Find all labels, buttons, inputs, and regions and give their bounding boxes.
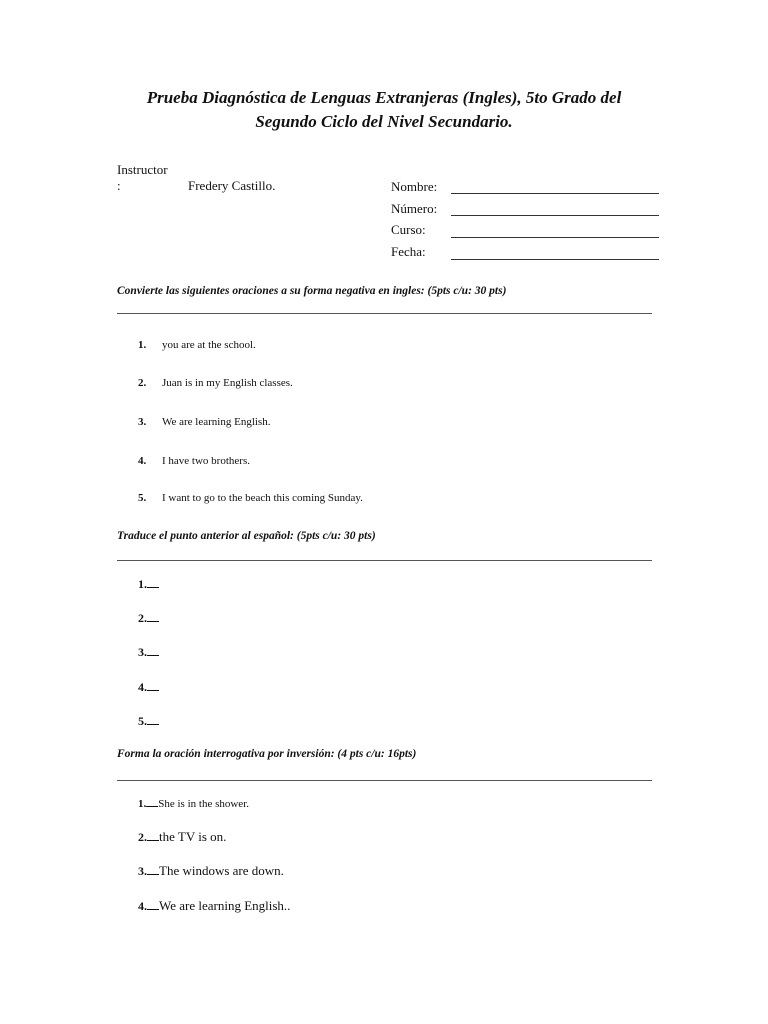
- section1-title: Convierte las siguientes oraciones a su forma negativa en ingles: (5pts c/u: 30 pts): [117, 285, 507, 297]
- blank-line[interactable]: [147, 830, 159, 841]
- curso-field[interactable]: [451, 237, 659, 238]
- list-item: [138, 898, 290, 914]
- item-text: We are learning English.: [162, 416, 271, 428]
- numero-field[interactable]: [451, 215, 659, 216]
- item-number: 1.: [138, 798, 147, 810]
- item-text: you are at the school.: [162, 339, 256, 351]
- fecha-field[interactable]: [451, 259, 659, 260]
- item-number: 3.: [138, 416, 147, 428]
- blank-line: [147, 680, 159, 691]
- item-number: 4.: [138, 899, 147, 913]
- blank-line: [147, 714, 159, 725]
- item-number: 3.: [138, 645, 147, 659]
- item-number: 5.: [138, 492, 147, 504]
- item-text: I have two brothers.: [162, 455, 250, 467]
- title-line-1: Prueba Diagnóstica de Lenguas Extranjeras (Ingles), 5to Grado del: [146, 88, 622, 107]
- answer-blank[interactable]: [138, 611, 159, 626]
- numero-label: Número:: [391, 201, 438, 216]
- answer-blank[interactable]: [138, 645, 159, 660]
- section1-divider: [117, 313, 652, 314]
- section3-divider: [117, 780, 652, 781]
- document-title: [0, 86, 768, 134]
- list-item: [138, 492, 363, 504]
- instructor-label: Instructor: [117, 162, 168, 177]
- instructor-name: Fredery Castillo.: [188, 178, 276, 193]
- item-number: 5.: [138, 714, 147, 728]
- title-line-2: Segundo Ciclo del Nivel Secundario.: [255, 112, 513, 131]
- blank-line[interactable]: [147, 864, 159, 875]
- answer-blank[interactable]: [138, 577, 159, 592]
- nombre-field[interactable]: [451, 193, 659, 194]
- list-item: [138, 455, 250, 467]
- item-text: The windows are down.: [159, 863, 284, 878]
- answer-blank[interactable]: [138, 714, 159, 729]
- list-item: [138, 377, 293, 389]
- section3-title: Forma la oración interrogativa por inversión: (4 pts c/u: 16pts): [117, 748, 417, 760]
- section2-title: Traduce el punto anterior al español: (5pts c/u: 30 pts): [117, 530, 376, 542]
- blank-line: [147, 645, 159, 656]
- list-item: [138, 339, 256, 351]
- item-text: We are learning English..: [159, 898, 291, 913]
- item-number: 4.: [138, 455, 147, 467]
- section2-divider: [117, 560, 652, 561]
- list-item: [138, 796, 249, 810]
- item-text: the TV is on.: [159, 829, 227, 844]
- nombre-label: Nombre:: [391, 179, 438, 194]
- blank-line[interactable]: [146, 796, 158, 807]
- list-item: [138, 863, 284, 879]
- fecha-label: Fecha:: [391, 244, 426, 259]
- blank-line: [147, 611, 159, 622]
- list-item: [138, 416, 270, 428]
- item-number: 2.: [138, 830, 147, 844]
- item-text: She is in the shower.: [158, 798, 249, 810]
- item-text: Juan is in my English classes.: [162, 377, 293, 389]
- item-number: 2.: [138, 377, 147, 389]
- item-number: 1.: [138, 577, 147, 591]
- curso-label: Curso:: [391, 222, 426, 237]
- item-number: 2.: [138, 611, 147, 625]
- blank-line: [147, 577, 159, 588]
- instructor-colon: :: [117, 178, 121, 193]
- answer-blank[interactable]: [138, 680, 159, 695]
- blank-line[interactable]: [147, 899, 159, 910]
- item-text: I want to go to the beach this coming Sunday.: [162, 492, 363, 504]
- list-item: [138, 829, 226, 845]
- item-number: 4.: [138, 680, 147, 694]
- item-number: 3.: [138, 864, 147, 878]
- item-number: 1.: [138, 339, 147, 351]
